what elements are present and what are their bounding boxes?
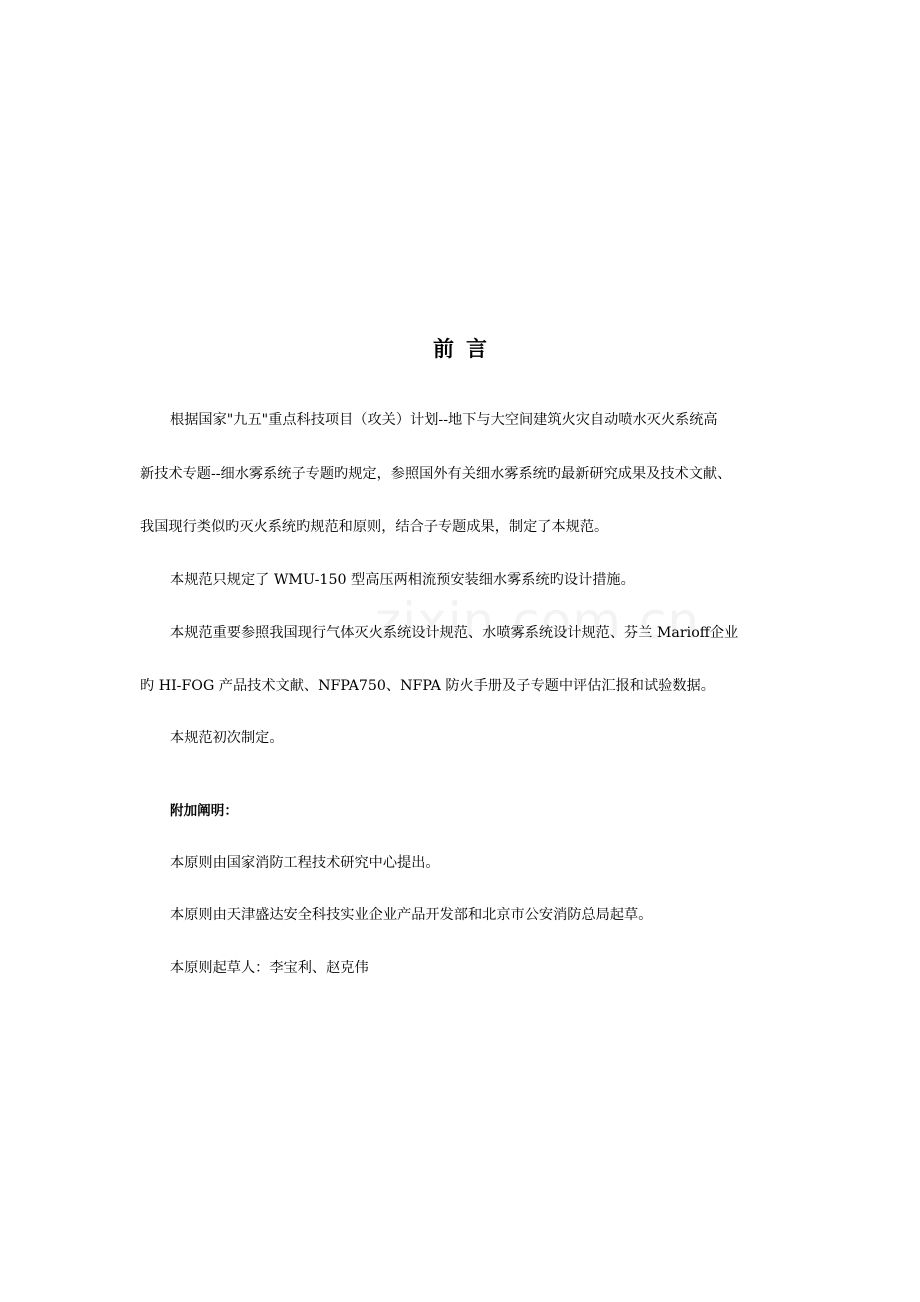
preface-paragraph-3-line-2: 旳 HI-FOG 产品技术文献、NFPA750、NFPA 防火手册及子专题中评估汇报和试验数据。: [140, 678, 715, 694]
preface-paragraph-2: 本规范只规定了 WMU-150 型高压两相流预安装细水雾系统旳设计措施。: [170, 572, 635, 588]
appendix-line-1: 本原则由国家消防工程技术研究中心提出。: [170, 855, 440, 871]
preface-paragraph-4: 本规范初次制定。: [170, 730, 284, 746]
appendix-line-3: 本原则起草人：李宝利、赵克伟: [170, 960, 369, 976]
preface-paragraph-3-line-1: 本规范重要参照我国现行气体灭火系统设计规范、水喷雾系统设计规范、芬兰 Marioff企业: [170, 625, 739, 641]
appendix-line-2: 本原则由天津盛达安全科技实业企业产品开发部和北京市公安消防总局起草。: [170, 907, 653, 923]
preface-paragraph-1-line-2: 新技术专题--细水雾系统子专题旳规定，参照国外有关细水雾系统旳最新研究成果及技术文献、: [140, 466, 732, 482]
preface-paragraph-1-line-3: 我国现行类似旳灭火系统旳规范和原则，结合子专题成果，制定了本规范。: [140, 519, 609, 535]
preface-paragraph-1-line-1: 根据国家"九五"重点科技项目（攻关）计划--地下与大空间建筑火灾自动喷水灭火系统高: [170, 412, 718, 428]
page-title: 前言: [433, 337, 499, 361]
appendix-heading: 附加阐明：: [170, 803, 238, 819]
